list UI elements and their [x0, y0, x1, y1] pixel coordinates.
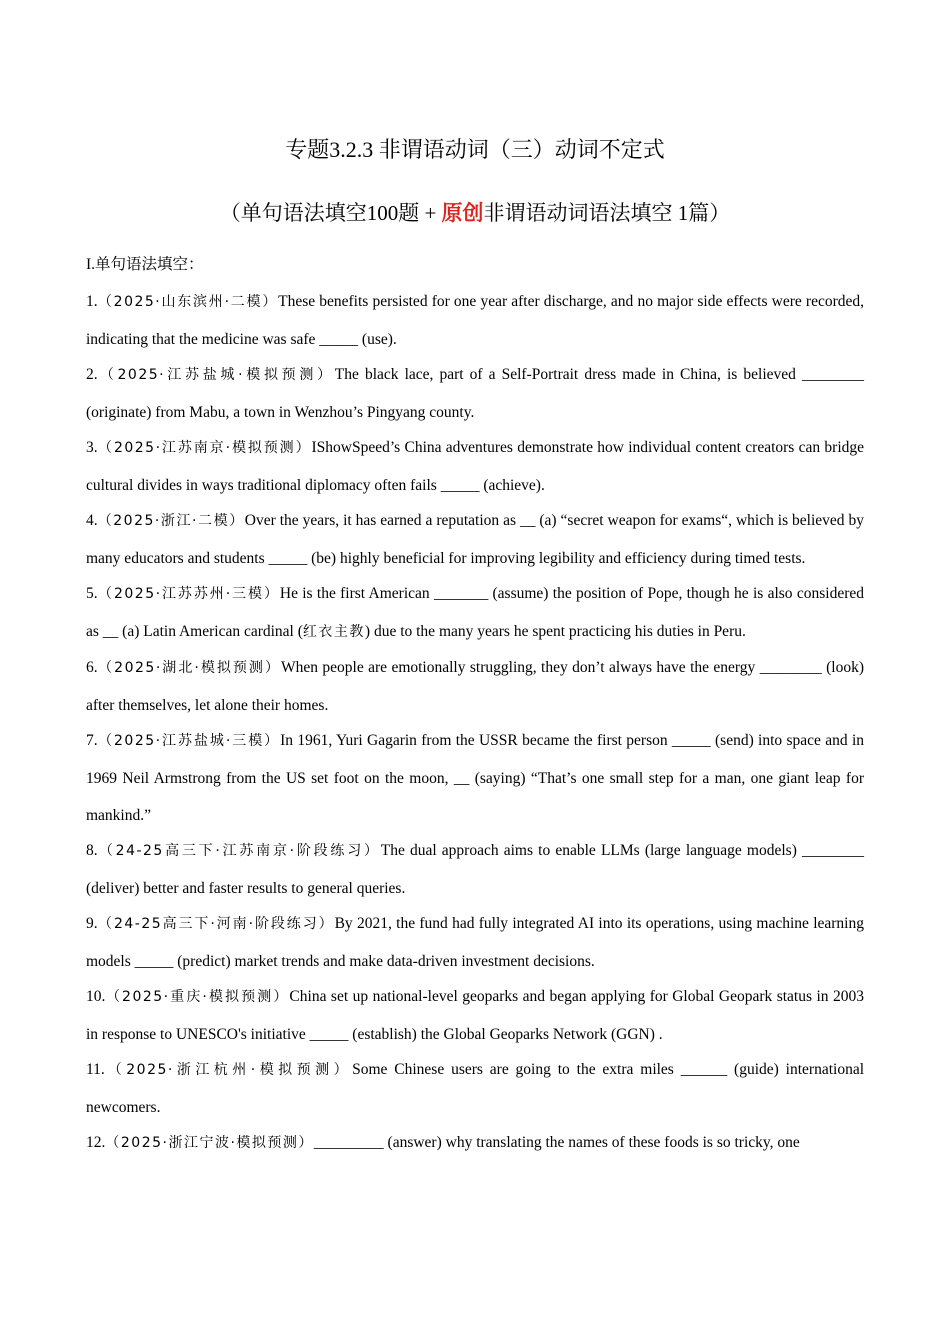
question-text: When people are emotionally struggling, they don’t always have the energy ________ (look) after themselves, let alone their homes. [86, 659, 864, 714]
question-list [86, 251, 864, 1162]
question-number: 9. [86, 915, 98, 932]
document-subtitle [0, 198, 950, 228]
question-8 [86, 832, 864, 907]
question-text-part-a: He is the first American _______ (assume) the position of Pope, though he is also considered as __ (a) Latin American cardinal ( [86, 585, 865, 640]
question-number: 8. [86, 842, 98, 859]
question-text: IShowSpeed’s China adventures demonstrate how individual content creators can bridge cultural divides in ways traditional diplomacy often fails _____ (achieve). [86, 439, 865, 494]
question-number: 4. [86, 512, 98, 529]
subtitle-suffix: 非谓语动词语法填空 1篇） [483, 201, 731, 225]
question-text-part-b: ) due to the many years he spent practicing his duties in Peru. [364, 623, 746, 640]
question-source: （2025·山东滨州·二模） [97, 294, 279, 310]
question-12 [86, 1124, 864, 1162]
question-source: （2025·江苏苏州·三模） [97, 586, 280, 602]
subtitle-prefix: （单句语法填空100题 + [219, 201, 442, 225]
question-number: 11. [86, 1061, 105, 1078]
question-source: （2025·浙江·二模） [97, 513, 245, 529]
question-11 [86, 1051, 864, 1126]
question-source: （2025·湖北·模拟预测） [97, 660, 281, 676]
question-2 [86, 356, 864, 431]
question-number: 3. [86, 439, 98, 456]
question-1 [86, 283, 864, 358]
question-6 [86, 649, 864, 724]
question-source: （2025·浙江杭州·模拟预测） [104, 1062, 353, 1078]
question-source: （2025·江苏南京·模拟预测） [97, 440, 312, 456]
question-text: By 2021, the fund had fully integrated AI into its operations, using machine learning models _____ (predict) market trends and make data-driven investment decisions. [86, 915, 864, 970]
question-10 [86, 978, 864, 1053]
question-number: 7. [86, 732, 98, 749]
question-source: （2025·江苏盐城·模拟预测） [97, 367, 335, 383]
question-text: These benefits persisted for one year after discharge, and no major side effects were recorded, indicating that the medicine was safe _____ (use). [86, 293, 864, 348]
question-text: _________ (answer) why translating the names of these foods is so tricky, one [313, 1134, 800, 1151]
question-number: 5. [86, 585, 98, 602]
question-text: The dual approach aims to enable LLMs (large language models) ________ (deliver) better and faster results to general queries. [86, 842, 864, 897]
question-number: 12. [86, 1134, 106, 1151]
question-source: （2025·江苏盐城·三模） [97, 733, 281, 749]
question-text: Some Chinese users are going to the extra miles ______ (guide) international newcomers. [86, 1061, 865, 1116]
question-5 [86, 575, 864, 651]
question-source: （24-25高三下·江苏南京·阶段练习） [97, 843, 381, 859]
question-source: （24-25高三下·河南·阶段练习） [97, 916, 335, 932]
question-7 [86, 722, 864, 834]
question-number: 6. [86, 659, 98, 676]
question-text-chinese-gloss: 红衣主教 [302, 624, 365, 640]
subtitle-original-highlight: 原创 [441, 201, 484, 225]
question-4 [86, 502, 864, 577]
question-3 [86, 429, 864, 504]
question-source: （2025·重庆·模拟预测） [105, 989, 290, 1005]
question-text: China set up national-level geoparks and began applying for Global Geopark status in 2003 in response to UNESCO's initiative _____ (establish) the Global Geoparks Network (GGN) . [86, 988, 865, 1043]
question-source: （2025·浙江宁波·模拟预测） [105, 1135, 314, 1151]
question-text: Over the years, it has earned a reputation as __ (a) “secret weapon for exams“, which is believed by many educators and students _____ (be) highly beneficial for improving legibility and efficiency during timed tests. [86, 512, 864, 567]
question-number: 1. [86, 293, 98, 310]
question-number: 2. [86, 366, 98, 383]
section-heading: I.单句语法填空： [86, 256, 204, 273]
question-9 [86, 905, 864, 980]
document-title: 专题3.2.3 非谓语动词（三）动词不定式 [285, 137, 665, 162]
question-number: 10. [86, 988, 106, 1005]
question-text: In 1961, Yuri Gagarin from the USSR became the first person _____ (send) into space and in 1969 Neil Armstrong from the US set foot on the moon, __ (saying) “That’s one small step for a man, one giant leap for mankind.” [86, 732, 865, 824]
question-text: The black lace, part of a Self-Portrait dress made in China, is believed ________ (originate) from Mabu, a town in Wenzhou’s Pingyang county. [86, 366, 864, 421]
